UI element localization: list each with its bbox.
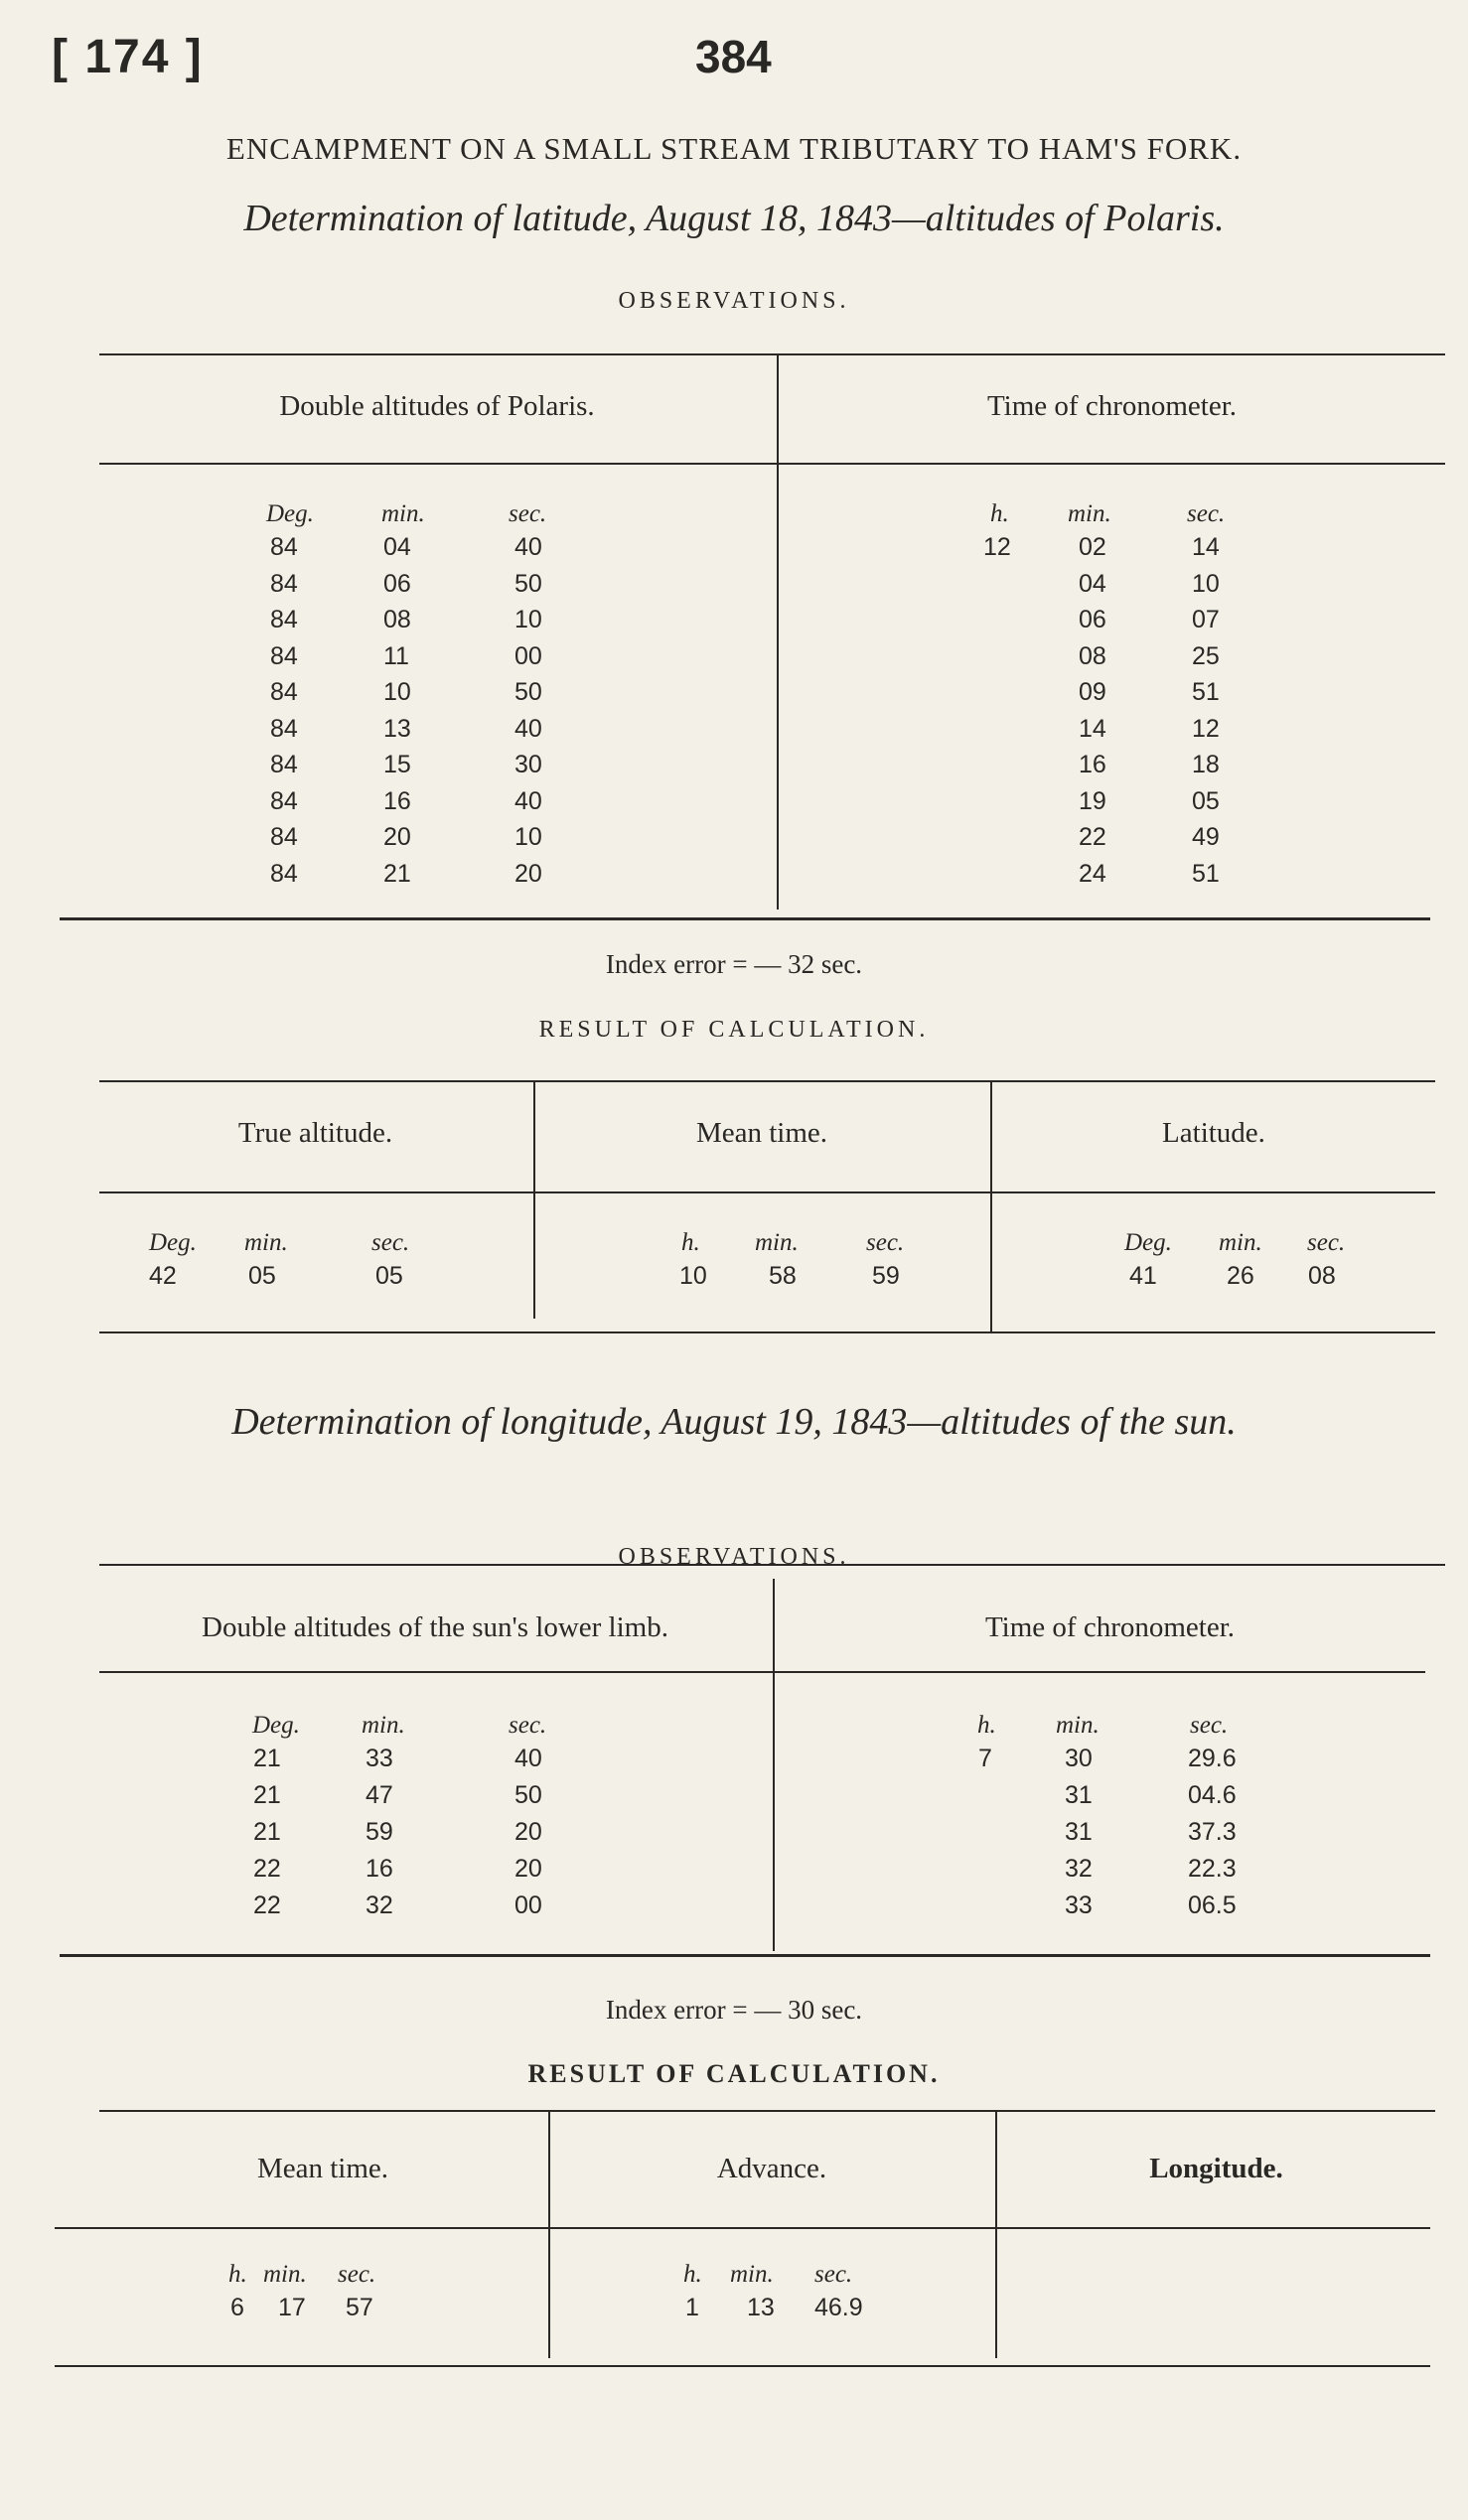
column-header: Double altitudes of Polaris. <box>279 390 595 422</box>
table-cell: 09 <box>1079 678 1106 706</box>
table-cell: 84 <box>270 533 298 561</box>
unit-label: sec. <box>1187 500 1226 527</box>
unit-label: min. <box>755 1229 799 1256</box>
table-cell: 7 <box>978 1745 992 1772</box>
table-cell: 20 <box>514 1855 542 1883</box>
table-rule <box>99 1080 1435 1082</box>
table-cell: 84 <box>270 859 298 888</box>
table-cell: 47 <box>366 1781 393 1809</box>
column-divider <box>995 2110 997 2358</box>
table-cell: 22 <box>253 1891 281 1919</box>
column-header: Latitude. <box>1162 1117 1265 1149</box>
unit-label: min. <box>381 500 425 527</box>
table-cell: 08 <box>383 606 411 633</box>
column-header: Mean time. <box>256 2153 389 2184</box>
table-cell: 40 <box>514 714 542 743</box>
table-cell: 10 <box>679 1262 707 1290</box>
unit-label: min. <box>244 1229 288 1256</box>
table-cell: 20 <box>514 859 542 888</box>
table-cell: 33 <box>366 1745 393 1772</box>
table-cell: 05 <box>1192 786 1220 815</box>
unit-label: sec. <box>814 2261 853 2288</box>
table-cell: 84 <box>270 678 298 706</box>
table-cell: 13 <box>747 2294 775 2321</box>
table-rule <box>60 917 1430 920</box>
column-header: Double altitudes of the sun's lower limb. <box>202 1611 668 1643</box>
table-cell: 13 <box>383 714 411 743</box>
table-cell: 31 <box>1065 1781 1093 1809</box>
unit-label: Deg. <box>1124 1229 1172 1256</box>
table-cell: 19 <box>1079 786 1106 815</box>
table-cell: 40 <box>514 1745 542 1772</box>
table-cell: 20 <box>383 823 411 851</box>
table-cell: 26 <box>1227 1262 1254 1290</box>
unit-label: sec. <box>866 1229 905 1256</box>
unit-label: min. <box>730 2261 774 2288</box>
unit-label: Deg. <box>252 1712 300 1739</box>
table-cell: 84 <box>270 786 298 815</box>
table-rule <box>99 2110 1435 2112</box>
table-cell: 18 <box>1192 751 1220 778</box>
table-cell: 22.3 <box>1188 1855 1237 1883</box>
table-cell: 05 <box>248 1262 276 1290</box>
table-cell: 84 <box>270 823 298 851</box>
table-rule <box>99 1564 1445 1566</box>
latitude-result-label: RESULT OF CALCULATION. <box>538 1017 930 1043</box>
table-cell: 21 <box>383 859 411 888</box>
table-cell: 32 <box>366 1891 393 1919</box>
unit-label: sec. <box>338 2261 376 2288</box>
table-cell: 24 <box>1079 859 1106 888</box>
table-cell: 16 <box>1079 751 1106 778</box>
column-divider <box>548 2110 550 2358</box>
unit-label: h. <box>681 1229 700 1256</box>
table-cell: 84 <box>270 641 298 670</box>
column-header: Mean time. <box>695 1117 828 1149</box>
table-cell: 29.6 <box>1188 1745 1237 1772</box>
table-cell: 51 <box>1192 678 1220 706</box>
unit-label: sec. <box>509 500 547 527</box>
table-rule <box>99 1671 1425 1673</box>
table-cell: 10 <box>383 678 411 706</box>
table-cell: 22 <box>253 1855 281 1883</box>
table-cell: 58 <box>769 1262 797 1290</box>
table-cell: 59 <box>366 1818 393 1846</box>
table-cell: 32 <box>1065 1855 1093 1883</box>
table-cell: 10 <box>514 823 542 851</box>
longitude-title: Determination of longitude, August 19, 1843—altitudes of the sun. <box>231 1401 1237 1443</box>
table-cell: 6 <box>230 2294 244 2321</box>
table-cell: 22 <box>1079 823 1106 851</box>
column-header: Advance. <box>716 2153 827 2184</box>
table-cell: 07 <box>1192 606 1220 633</box>
table-cell: 08 <box>1308 1262 1336 1290</box>
table-rule <box>55 2365 1430 2367</box>
table-cell: 84 <box>270 569 298 598</box>
table-cell: 02 <box>1079 533 1106 561</box>
table-cell: 84 <box>270 714 298 743</box>
page-number-bracket: [ 174 ] <box>52 31 204 83</box>
table-cell: 08 <box>1079 641 1106 670</box>
unit-label: min. <box>362 1712 405 1739</box>
page-heading: ENCAMPMENT ON A SMALL STREAM TRIBUTARY TO HAM'S FORK. <box>225 131 1243 166</box>
unit-label: sec. <box>1190 1712 1229 1739</box>
table-cell: 57 <box>346 2294 373 2321</box>
table-cell: 25 <box>1192 641 1220 670</box>
table-cell: 04 <box>1079 569 1106 598</box>
table-cell: 1 <box>685 2294 699 2321</box>
table-cell: 42 <box>149 1262 177 1290</box>
unit-label: sec. <box>1307 1229 1346 1256</box>
table-cell: 14 <box>1192 533 1220 561</box>
unit-label: h. <box>683 2261 702 2288</box>
latitude-index-error: Index error = — 32 sec. <box>605 949 863 979</box>
unit-label: sec. <box>371 1229 410 1256</box>
table-cell: 46.9 <box>814 2294 863 2321</box>
table-cell: 21 <box>253 1781 281 1809</box>
table-cell: 33 <box>1065 1891 1093 1919</box>
unit-label: h. <box>990 500 1009 527</box>
table-cell: 00 <box>514 641 542 670</box>
table-cell: 17 <box>278 2294 306 2321</box>
unit-label: h. <box>228 2261 247 2288</box>
unit-label: min. <box>1068 500 1111 527</box>
table-cell: 49 <box>1192 823 1220 851</box>
table-cell: 84 <box>270 751 298 778</box>
table-cell: 21 <box>253 1818 281 1846</box>
table-cell: 40 <box>514 786 542 815</box>
table-cell: 11 <box>383 641 409 670</box>
table-cell: 37.3 <box>1188 1818 1237 1846</box>
longitude-index-error: Index error = — 30 sec. <box>605 1995 863 2025</box>
table-cell: 31 <box>1065 1818 1093 1846</box>
unit-label: Deg. <box>266 500 314 527</box>
table-rule <box>99 353 1445 355</box>
table-cell: 05 <box>375 1262 403 1290</box>
table-cell: 50 <box>514 569 542 598</box>
table-cell: 30 <box>514 751 542 778</box>
column-header: True altitude. <box>237 1117 393 1149</box>
column-header: Longitude. <box>1149 2153 1283 2184</box>
table-rule <box>99 1191 1435 1193</box>
table-cell: 59 <box>872 1262 900 1290</box>
table-cell: 50 <box>514 678 542 706</box>
table-cell: 10 <box>1192 569 1220 598</box>
table-cell: 21 <box>253 1745 281 1772</box>
table-cell: 41 <box>1129 1262 1157 1290</box>
column-header: Time of chronometer. <box>984 1611 1236 1643</box>
table-cell: 06 <box>383 569 411 598</box>
unit-label: min. <box>1056 1712 1100 1739</box>
table-cell: 06.5 <box>1188 1891 1237 1919</box>
table-cell: 04.6 <box>1188 1781 1237 1809</box>
table-cell: 12 <box>983 533 1011 561</box>
table-cell: 06 <box>1079 606 1106 633</box>
unit-label: h. <box>977 1712 996 1739</box>
table-cell: 12 <box>1192 714 1220 743</box>
column-divider <box>777 353 779 910</box>
table-cell: 51 <box>1192 859 1220 888</box>
unit-label: min. <box>263 2261 307 2288</box>
table-cell: 04 <box>383 533 411 561</box>
table-rule <box>55 2227 1430 2229</box>
table-cell: 15 <box>383 751 411 778</box>
table-rule <box>99 463 1445 465</box>
longitude-result-label: RESULT OF CALCULATION. <box>527 2059 941 2088</box>
latitude-observations-label: OBSERVATIONS. <box>618 288 850 314</box>
unit-label: min. <box>1219 1229 1262 1256</box>
table-cell: 20 <box>514 1818 542 1846</box>
longitude-observations-label: OBSERVATIONS. <box>618 1544 850 1570</box>
table-cell: 10 <box>514 606 542 633</box>
unit-label: Deg. <box>149 1229 197 1256</box>
table-rule <box>99 1331 1435 1333</box>
table-cell: 84 <box>270 606 298 633</box>
latitude-title: Determination of latitude, August 18, 1843—altitudes of Polaris. <box>243 198 1225 239</box>
table-cell: 16 <box>366 1855 393 1883</box>
column-header: Time of chronometer. <box>986 390 1238 422</box>
table-cell: 30 <box>1065 1745 1093 1772</box>
page-number: 384 <box>695 31 772 82</box>
table-cell: 50 <box>514 1781 542 1809</box>
table-rule <box>60 1954 1430 1957</box>
table-cell: 14 <box>1079 714 1106 743</box>
unit-label: sec. <box>509 1712 547 1739</box>
column-divider <box>533 1080 535 1319</box>
table-cell: 16 <box>383 786 411 815</box>
table-cell: 40 <box>514 533 542 561</box>
table-cell: 00 <box>514 1891 542 1919</box>
